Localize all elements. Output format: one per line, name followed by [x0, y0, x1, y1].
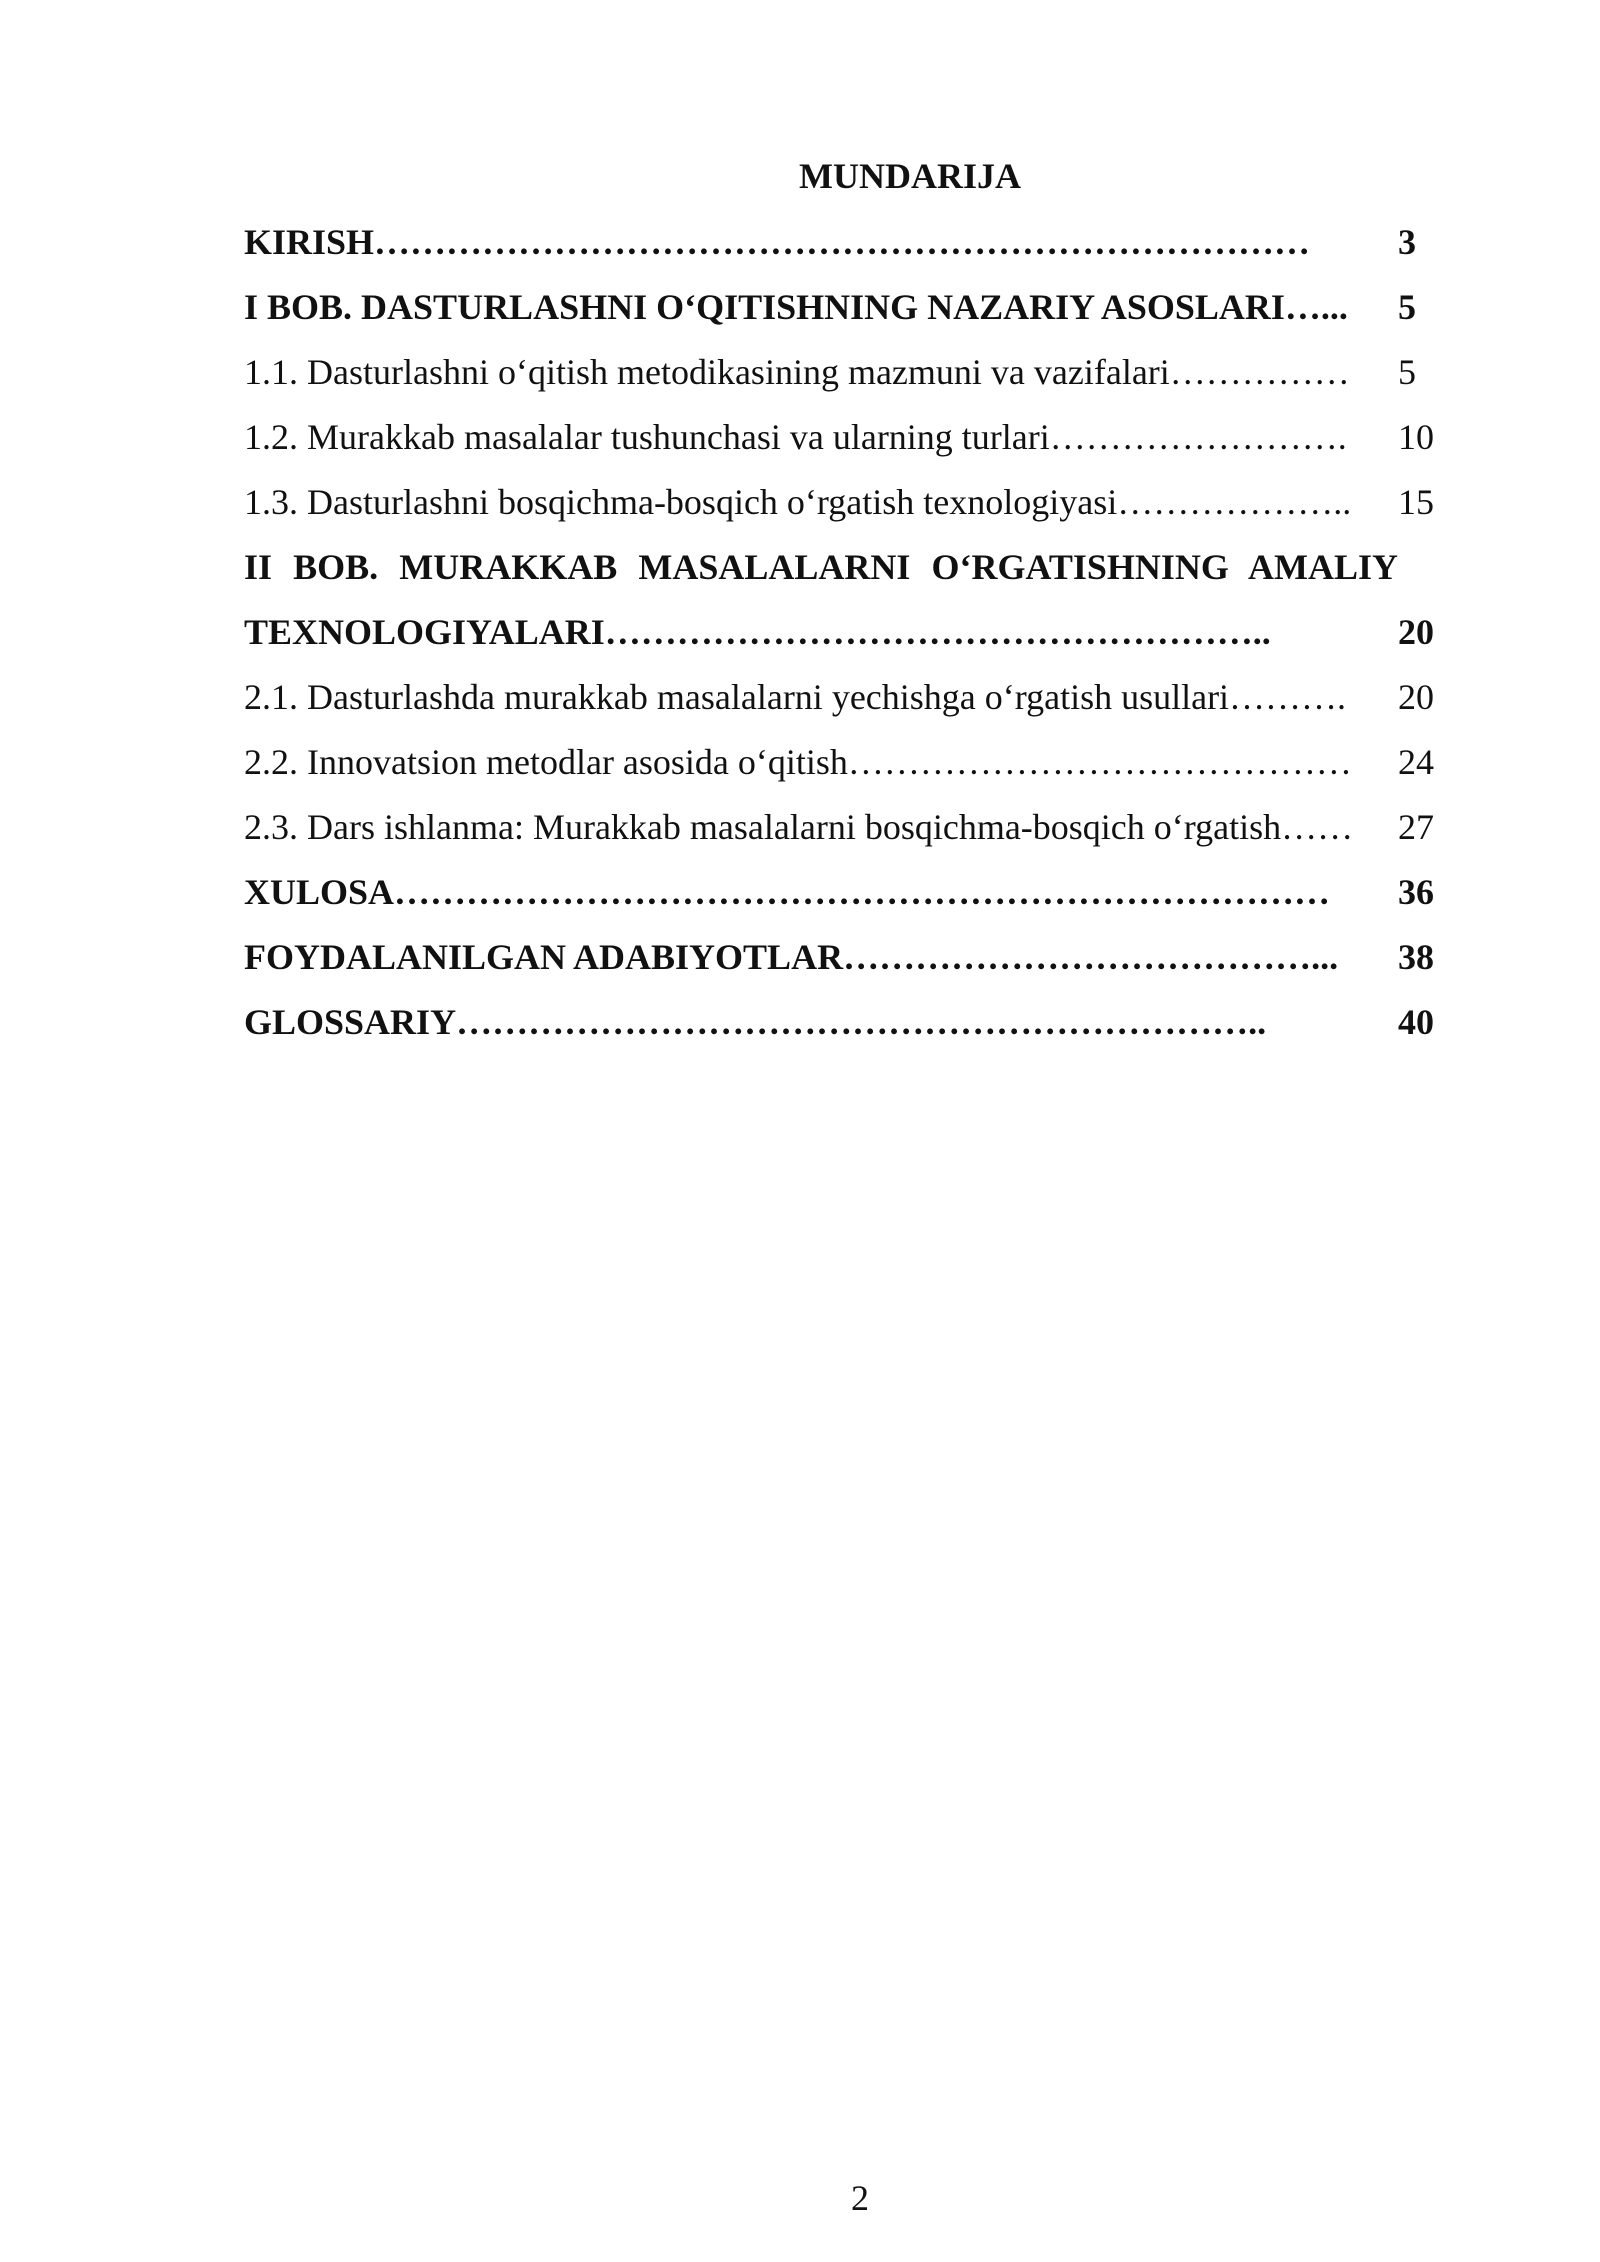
- toc-entry-page: 20: [1398, 612, 1434, 652]
- toc-entry-page: 24: [1398, 742, 1434, 782]
- toc-entry-chapter-1[interactable]: [244, 275, 1466, 340]
- toc-entry-glossariy[interactable]: [244, 990, 1466, 1055]
- toc-entry-page: 15: [1398, 482, 1434, 522]
- toc-entry-adabiyotlar[interactable]: [244, 925, 1466, 990]
- toc-entry-text: KIRISH……………………………………………………………………: [244, 222, 1311, 262]
- toc-entry-text: 1.3. Dasturlashni bosqichma-bosqich o‘rgatish texnologiyasi………………..: [244, 482, 1352, 522]
- toc-entry-kirish[interactable]: [244, 210, 1466, 275]
- toc-entry-text: II BOB. MURAKKAB MASALALARNI O‘RGATISHNING AMALIY TEXNOLOGIYALARI………………………………………………..: [244, 547, 1398, 652]
- toc-entry-page: 36: [1398, 872, 1434, 912]
- toc-entry-text: 1.2. Murakkab masalalar tushunchasi va ularning turlari…………………….: [244, 417, 1347, 457]
- toc-entry-1-1[interactable]: [244, 340, 1466, 405]
- page-number: 2: [851, 2178, 869, 2218]
- table-of-contents: [244, 210, 1466, 1055]
- toc-entry-text: 2.2. Innovatsion metodlar asosida o‘qitish……………………………………: [244, 742, 1352, 782]
- toc-entry-page: 10: [1398, 417, 1434, 457]
- toc-entry-1-3[interactable]: [244, 470, 1466, 535]
- toc-entry-page: 40: [1398, 1002, 1434, 1042]
- toc-entry-text: GLOSSARIY…………………………………………………………..: [244, 1002, 1267, 1042]
- toc-entry-2-1[interactable]: [244, 665, 1466, 730]
- toc-title: MUNDARIJA: [799, 156, 1021, 196]
- toc-entry-1-2[interactable]: [244, 405, 1466, 470]
- toc-entry-text: I BOB. DASTURLASHNI O‘QITISHNING NAZARIY ASOSLARI…...: [244, 287, 1348, 327]
- toc-entry-page: 20: [1398, 677, 1434, 717]
- toc-entry-page: 27: [1398, 807, 1434, 847]
- toc-entry-text: 2.1. Dasturlashda murakkab masalalarni yechishga o‘rgatish usullari……….: [244, 677, 1347, 717]
- toc-entry-page: 3: [1398, 222, 1416, 262]
- toc-entry-2-3[interactable]: [244, 795, 1466, 860]
- toc-entry-text: 1.1. Dasturlashni o‘qitish metodikasining mazmuni va vazifalari……………: [244, 352, 1350, 392]
- toc-entry-text: FOYDALANILGAN ADABIYOTLAR…………………………………...: [244, 937, 1339, 977]
- toc-entry-text: XULOSA……………………………………………………………………: [244, 872, 1331, 912]
- toc-entry-page: 5: [1398, 287, 1416, 327]
- toc-entry-xulosa[interactable]: [244, 860, 1466, 925]
- toc-entry-2-2[interactable]: [244, 730, 1466, 795]
- toc-entry-text: 2.3. Dars ishlanma: Murakkab masalalarni bosqichma-bosqich o‘rgatish……: [244, 807, 1354, 847]
- toc-entry-chapter-2[interactable]: [244, 535, 1466, 665]
- toc-entry-page: 38: [1398, 937, 1434, 977]
- toc-entry-page: 5: [1398, 352, 1416, 392]
